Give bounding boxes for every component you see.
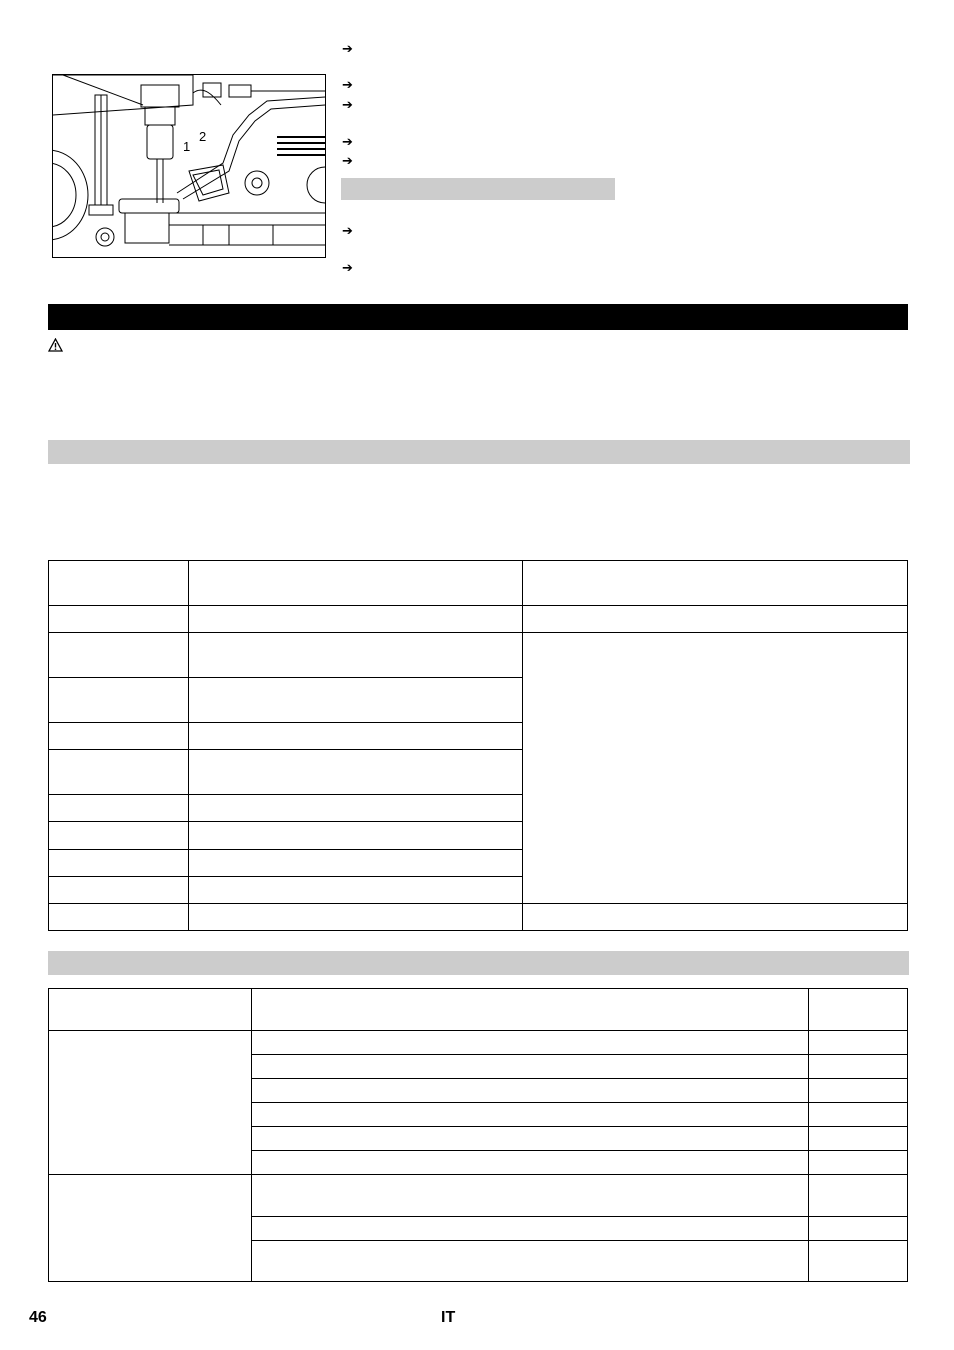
group-cell (49, 1031, 252, 1175)
arrow-bullet-icon: ➔ (342, 78, 353, 93)
arrow-bullet-icon: ➔ (342, 98, 353, 113)
section-bar-1 (48, 440, 910, 464)
warning-triangle-icon (48, 338, 63, 352)
callout-2: 2 (199, 129, 207, 144)
group-cell (49, 1175, 252, 1282)
table-row (49, 606, 908, 633)
table-1-header-row (49, 561, 908, 606)
machine-drawing (53, 75, 325, 257)
section-bar-2 (48, 951, 909, 975)
table-2-header-row (49, 989, 908, 1031)
arrow-bullet-icon: ➔ (342, 135, 353, 150)
language-code: IT (441, 1309, 456, 1326)
arrow-bullet-icon: ➔ (342, 224, 353, 239)
subsection-bar (341, 178, 615, 200)
arrow-bullet-icon: ➔ (342, 42, 353, 57)
arrow-bullet-icon: ➔ (342, 154, 353, 169)
table-row (49, 904, 908, 931)
table-row (49, 633, 908, 678)
section-heading-bar (48, 304, 908, 330)
arrow-bullet-icon: ➔ (342, 261, 353, 276)
merged-cell (523, 633, 908, 904)
page-number: 46 (29, 1309, 47, 1326)
table-1 (48, 560, 908, 931)
table-row (49, 1175, 908, 1217)
table-row (49, 1031, 908, 1055)
callout-1: 1 (183, 139, 191, 154)
table-2 (48, 988, 908, 1282)
machine-detail-figure (52, 74, 326, 258)
